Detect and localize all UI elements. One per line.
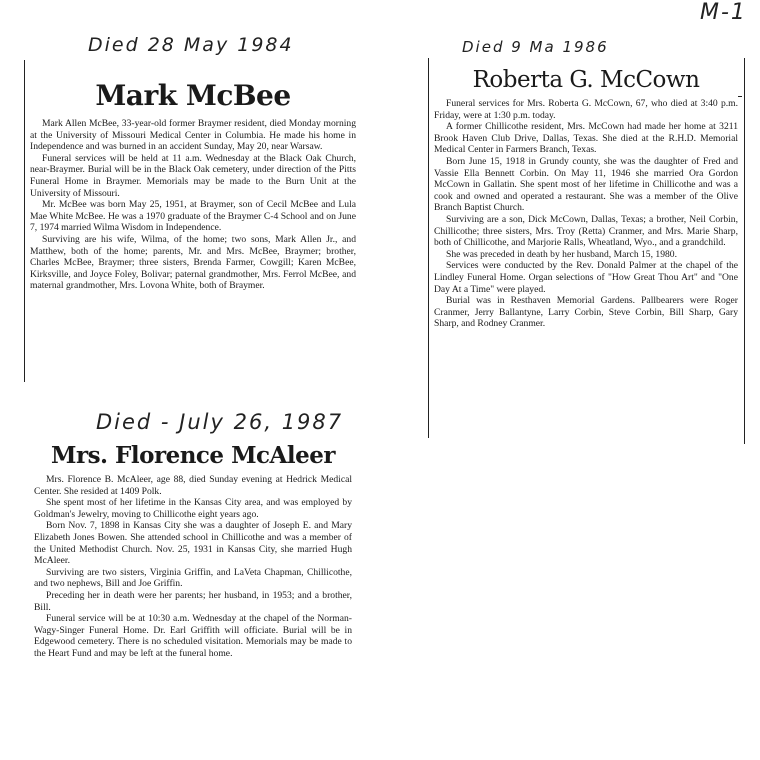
- paragraph: Mark Allen McBee, 33-year-old former Braymer resident, died Monday morning at the University of Missouri Medical Center in Columbia. He made his home in Independence and was burned in an accident Sunday, May 20, near Warsaw.: [30, 118, 356, 153]
- obituary-name: Mark McBee: [95, 79, 291, 112]
- paragraph: Born June 15, 1918 in Grundy county, she was the daughter of Fred and Vassie Ella Bennett Corbin. On May 11, 1946 she married Ora Gordon McCown in Gallatin. She spent most of her lifetime in Chillicothe and was a cook and owned and operated a restaurant. She was a member of the Olive Branch Baptist Church.: [434, 155, 738, 214]
- paragraph: Funeral service will be at 10:30 a.m. Wednesday at the chapel of the Norman-Wagy-Singer Funeral Home. Dr. Earl Griffith will officiate. Burial will be in Edgewood cemetery. There is no scheduled visitation. Memorials may be made to the Heart Fund and may be left at the funeral home.: [34, 613, 352, 659]
- clipping-right-border: [744, 58, 745, 444]
- obituary-name: Roberta G. McCown: [472, 67, 700, 93]
- paragraph: Surviving are a son, Dick McCown, Dallas, Texas; a brother, Neil Corbin, Chillicothe; three sisters, Mrs. Troy (Retta) Cranmer, and Mrs. Marie Sharp, both of Chillicothe, and Marjorie Ralls, Wheatland, Wyo., and a grandchild.: [434, 213, 738, 249]
- handwritten-date: Died - July 26, 1987: [96, 410, 344, 434]
- paragraph: A former Chillicothe resident, Mrs. McCown had made her home at 3211 Brook Haven Club Drive, Dallas, Texas. She died at the R.H.D. Memorial Medical Center in Farmers Branch, Texas.: [434, 121, 738, 156]
- clipping-left-border: [428, 58, 429, 438]
- handwritten-date: Died 9 Ma 1986: [462, 38, 609, 56]
- paragraph: Surviving are his wife, Wilma, of the home; two sons, Mark Allen Jr., and Matthew, both of the home; parents, Mr. and Mrs. McBee, Braymer; brother, Charles McBee, Braymer; three sisters, Brenda Farmer, Cowgill; Karen McBee, Kirksville, and Joyce Foley, Bolivar; paternal grandmother, Mrs. Ferrol McBee, and maternal grandmother, Mrs. Lovona White, both of Braymer.: [30, 233, 356, 292]
- clipping-body: [34, 440, 352, 660]
- obituary-text: [34, 474, 352, 660]
- paragraph: Mr. McBee was born May 25, 1951, at Braymer, son of Cecil McBee and Lula Mae White McBee. He was a 1970 graduate of the Braymer C-4 School and on June 7, 1974 married Wilma Wisdom in Independence.: [30, 199, 356, 234]
- paragraph: Funeral services will be held at 11 a.m. Wednesday at the Black Oak Church, near-Braymer. Burial will be in the Black Oak cemetery, under direction of the Pitts Funeral Home in Braymer. Memorials may be made to the Burn Unit at the University of Missouri.: [30, 152, 356, 199]
- paragraph: Preceding her in death were her parents; her husband, in 1953; and a brother, Bill.: [34, 589, 352, 613]
- clipping-body: [434, 64, 738, 330]
- paragraph: Funeral services for Mrs. Roberta G. McCown, 67, who died at 3:40 p.m. Friday, were at 1:30 p.m. today.: [434, 98, 738, 121]
- paragraph: Born Nov. 7, 1898 in Kansas City she was a daughter of Joseph E. and Mary Elizabeth Jones Bowen. She attended school in Chillicothe and was a member of the United Methodist Church. Nov. 25, 1931 in Kansas City, she married Hugh McAleer.: [34, 520, 352, 567]
- paragraph: She spent most of her lifetime in the Kansas City area, and was employed by Goldman's Jewelry, moving to Chillicothe eight years ago.: [34, 497, 352, 520]
- paragraph: Surviving are two sisters, Virginia Griffin, and LaVeta Chapman, Chillicothe, and two nephews, Bill and Joe Griffin.: [34, 566, 352, 590]
- paragraph: Mrs. Florence B. McAleer, age 88, died Sunday evening at Hedrick Medical Center. She resided at 1409 Polk.: [34, 474, 352, 497]
- page-mark: M-1: [700, 0, 747, 25]
- clipping-left-border: [24, 60, 25, 382]
- handwritten-date: Died 28 May 1984: [88, 34, 294, 56]
- paragraph: Burial was in Resthaven Memorial Gardens. Pallbearers were Roger Cranmer, Jerry Ballantyne, Larry Corbin, Steve Corbin, Bill Sharp, Gary Sharp, and Rodney Cranmer.: [434, 295, 738, 330]
- obituary-text: [434, 98, 738, 330]
- obituary-name: Mrs. Florence McAleer: [51, 442, 335, 469]
- paragraph: She was preceded in death by her husband, March 15, 1980.: [446, 248, 677, 260]
- clipping-body: [30, 78, 356, 292]
- obituary-text: [30, 118, 356, 292]
- paragraph: Services were conducted by the Rev. Donald Palmer at the chapel of the Lindley Funeral Home. Organ selections of "How Great Thou Art" and "One Day At a Time" were played.: [434, 260, 738, 295]
